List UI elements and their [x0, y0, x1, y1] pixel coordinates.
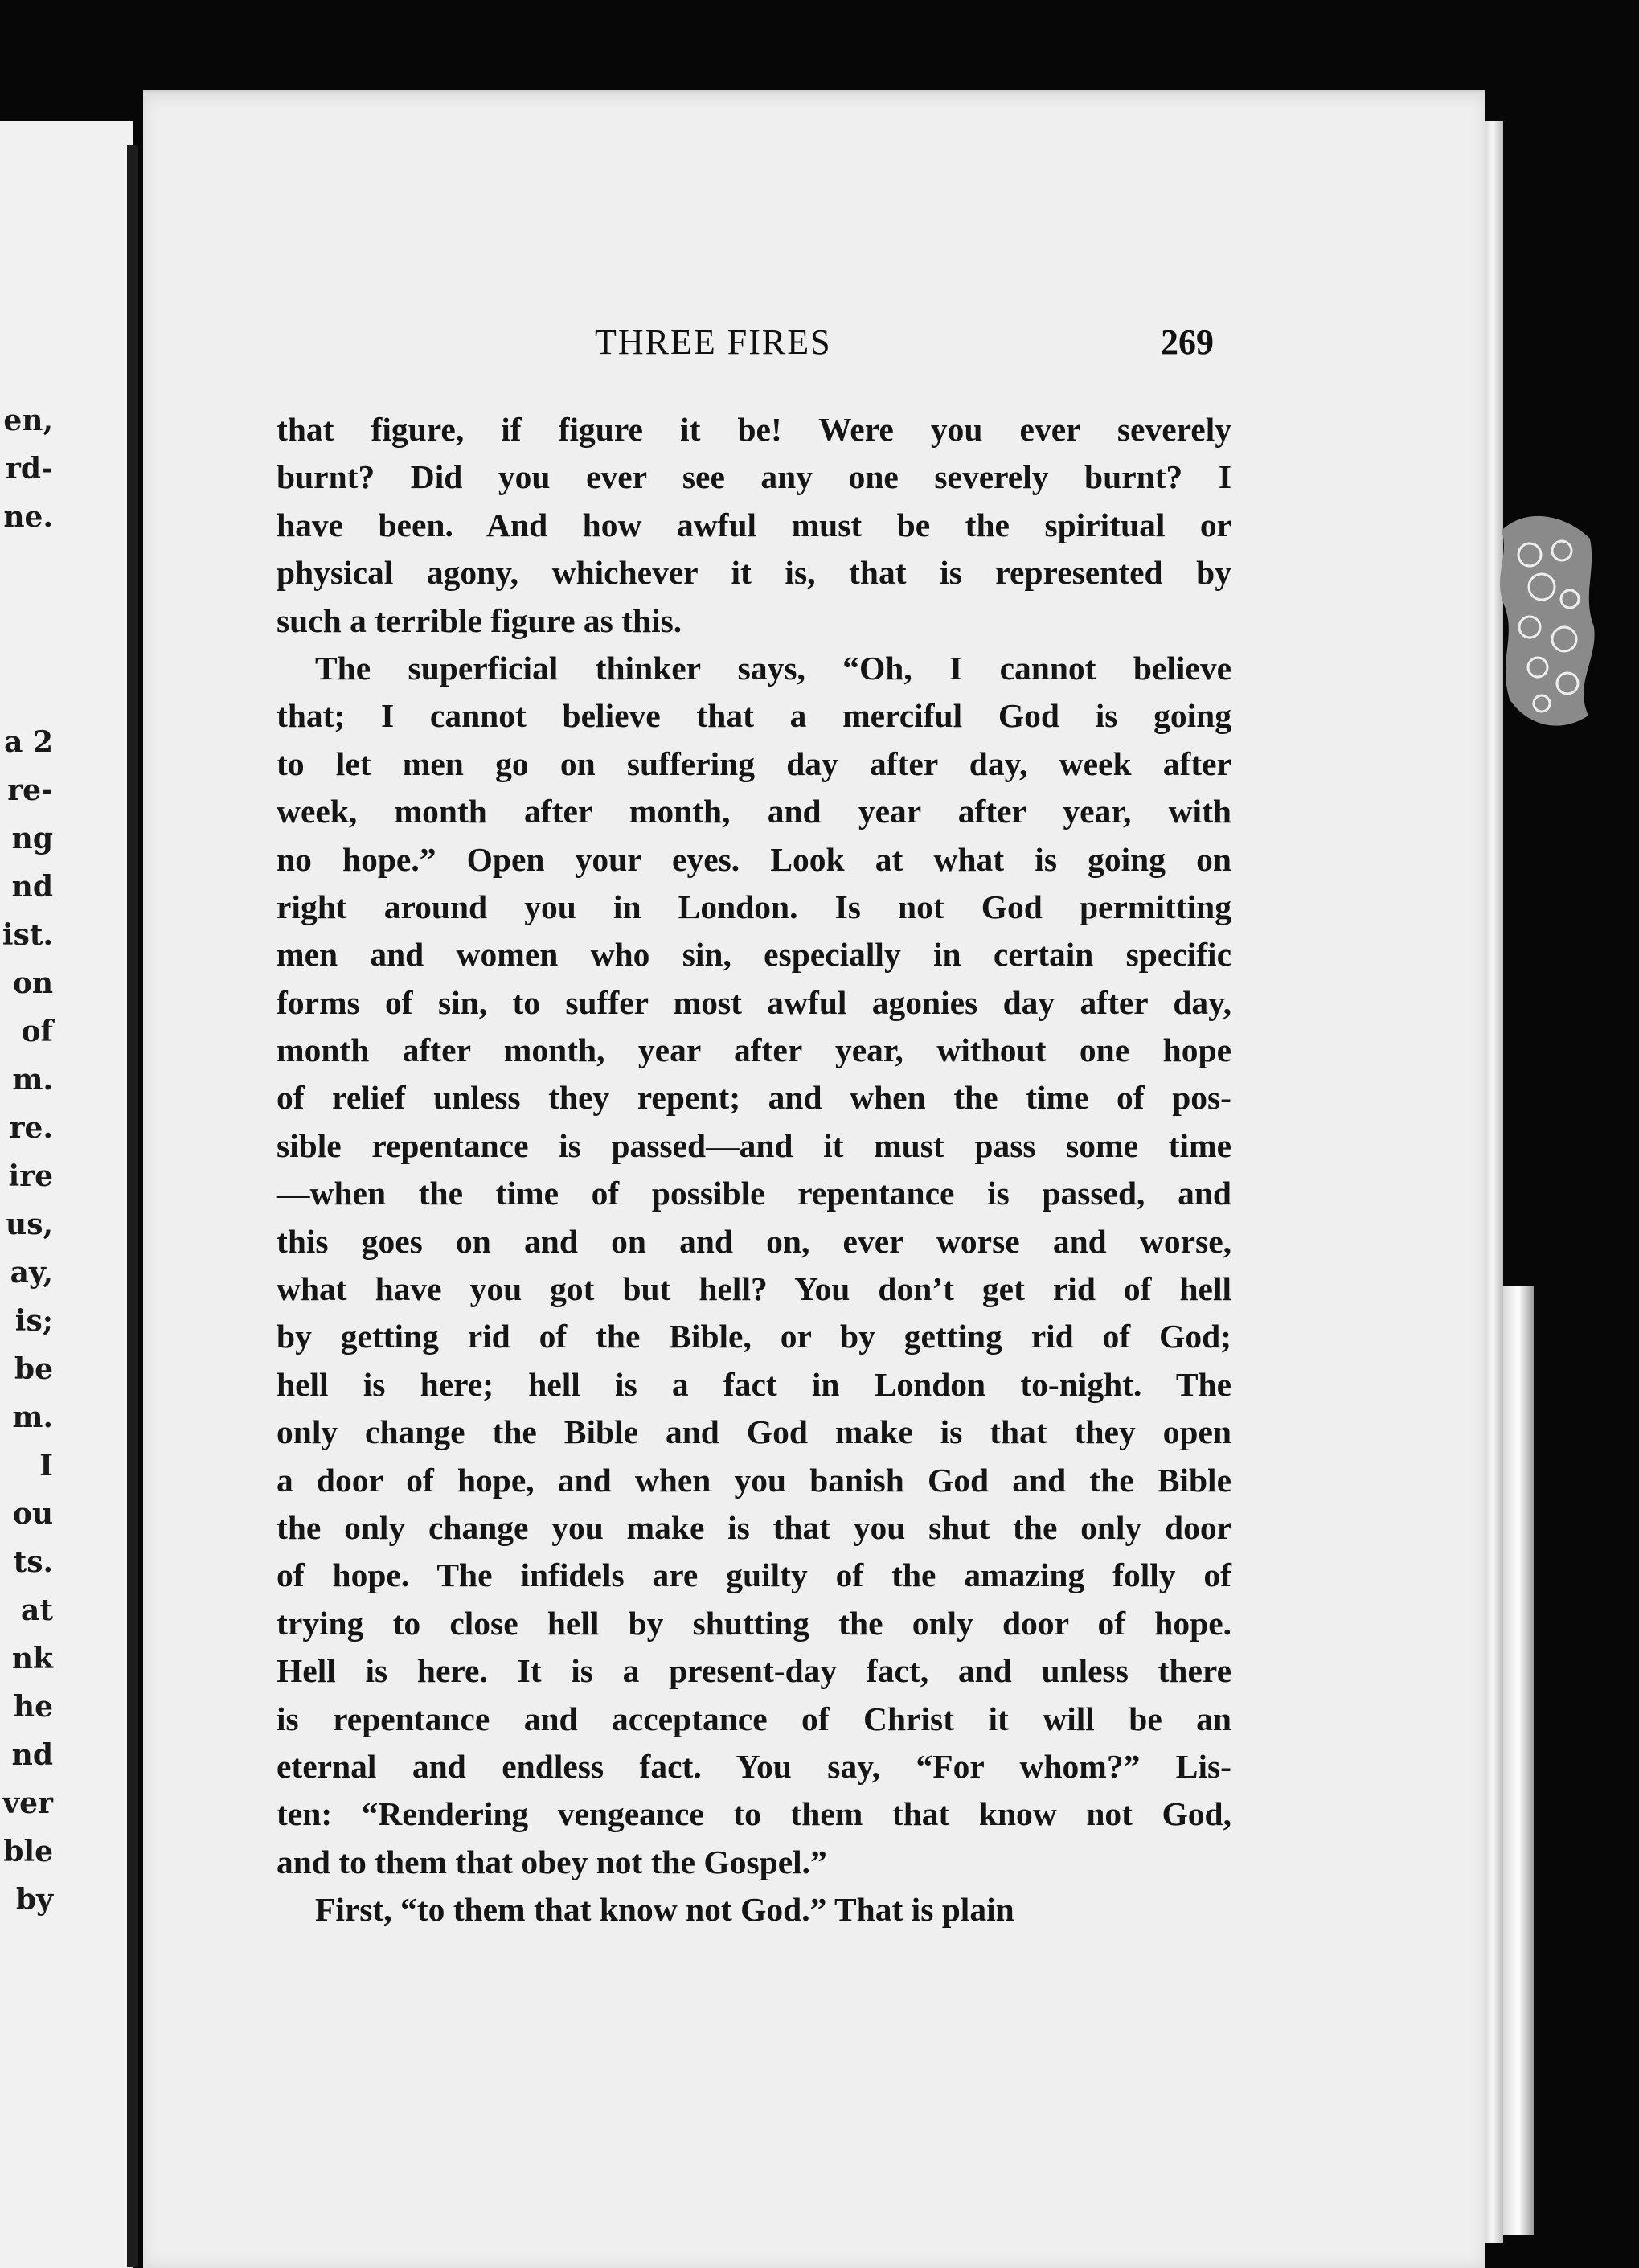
- text-line: physical agony, whichever it is, that is represented by: [277, 554, 1231, 592]
- text-line: no hope.” Open your eyes. Look at what is going on: [277, 840, 1231, 878]
- page-header: [595, 322, 1214, 365]
- facing-page-fragment: ver: [2, 1786, 53, 1820]
- facing-page-fragment: nd: [11, 1738, 53, 1772]
- text-line: month after month, year after year, without one hope: [277, 1031, 1231, 1069]
- facing-page-fragment: us,: [6, 1208, 53, 1241]
- text-line: ten: “Rendering vengeance to them that know not God,: [277, 1795, 1231, 1833]
- facing-page-fragment: I: [39, 1449, 53, 1483]
- facing-page-fragment: ng: [11, 822, 53, 855]
- facing-page-fragment: nd: [11, 870, 53, 904]
- facing-page-fragment: ts.: [13, 1545, 53, 1579]
- facing-page-fragment: rd-: [5, 452, 53, 486]
- text-line: First, “to them that know not God.” That is plain: [315, 1891, 1014, 1929]
- text-line: Hell is here. It is a present-day fact, and unless there: [277, 1652, 1231, 1690]
- facing-page-fragment: on: [12, 966, 53, 1000]
- facing-page-fragment: re.: [9, 1111, 53, 1145]
- text-line: a door of hope, and when you banish God and the Bible: [277, 1461, 1231, 1499]
- facing-page-fragment: m.: [12, 1401, 53, 1434]
- facing-page-fragment: ist.: [2, 918, 53, 952]
- page-number: 269: [1161, 322, 1214, 362]
- text-line: of relief unless they repent; and when the time of pos-: [277, 1079, 1231, 1117]
- text-line: trying to close hell by shutting the only door of hope.: [277, 1604, 1231, 1642]
- facing-page-fragment: m.: [12, 1063, 53, 1097]
- text-line: to let men go on suffering day after day, week after: [277, 744, 1231, 782]
- text-line: the only change you make is that you shut the only door: [277, 1508, 1231, 1546]
- facing-page-fragment: by: [15, 1883, 53, 1917]
- facing-page-fragment: he: [13, 1690, 53, 1724]
- text-line: this goes on and on and on, ever worse and worse,: [277, 1222, 1231, 1260]
- text-line: —when the time of possible repentance is passed, and: [277, 1175, 1231, 1212]
- text-line: week, month after month, and year after year, with: [277, 793, 1231, 831]
- page-edge-stack: [1485, 121, 1503, 2243]
- text-line: what have you got but hell? You don’t get rid of hell: [277, 1270, 1231, 1308]
- text-line: such a terrible figure as this.: [277, 601, 682, 639]
- text-line: have been. And how awful must be the spiritual or: [277, 506, 1231, 543]
- running-head: THREE FIRES: [595, 322, 832, 362]
- text-line: is repentance and acceptance of Christ it will be an: [277, 1700, 1231, 1737]
- text-line: that; I cannot believe that a merciful God is going: [277, 697, 1231, 735]
- facing-page-fragment: at: [21, 1593, 53, 1627]
- text-line: only change the Bible and God make is that they open: [277, 1413, 1231, 1451]
- text-line: by getting rid of the Bible, or by getting rid of God;: [277, 1318, 1231, 1355]
- text-line: of hope. The infidels are guilty of the amazing folly of: [277, 1556, 1231, 1594]
- text-line: hell is here; hell is a fact in London to-night. The: [277, 1365, 1231, 1403]
- facing-page-fragment: ay,: [10, 1256, 53, 1290]
- facing-page-fragment: en,: [3, 404, 53, 437]
- facing-page-left: [0, 121, 133, 2268]
- text-line: eternal and endless fact. You say, “For whom?” Lis-: [277, 1747, 1231, 1785]
- text-line: right around you in London. Is not God permitting: [277, 888, 1231, 925]
- facing-page-fragment: be: [14, 1352, 53, 1386]
- lace-fabric-edge: [1494, 498, 1598, 740]
- facing-page-fragment: ou: [12, 1497, 53, 1531]
- facing-page-fragment: ire: [8, 1159, 53, 1193]
- text-line: and to them that obey not the Gospel.”: [277, 1843, 827, 1880]
- text-line: sible repentance is passed—and it must pass some time: [277, 1126, 1231, 1164]
- facing-page-fragment: is;: [14, 1304, 53, 1338]
- facing-page-fragment: nk: [11, 1642, 53, 1675]
- facing-page-fragment: a 2: [4, 725, 53, 759]
- text-line: forms of sin, to suffer most awful agonies day after day,: [277, 983, 1231, 1021]
- text-line: that figure, if figure it be! Were you ever severely: [277, 411, 1231, 448]
- page-edge-stack-lower: [1503, 1286, 1534, 2235]
- gutter-shadow: [127, 145, 138, 2267]
- facing-page-fragment: ble: [3, 1835, 53, 1868]
- text-line: men and women who sin, especially in certain specific: [277, 936, 1231, 974]
- text-line: burnt? Did you ever see any one severely burnt? I: [277, 458, 1231, 496]
- facing-page-fragment: ne.: [3, 500, 53, 534]
- facing-page-fragment: re-: [7, 773, 53, 807]
- facing-page-fragment: of: [21, 1015, 53, 1048]
- body-text: [277, 406, 1231, 1934]
- text-line: The superficial thinker says, “Oh, I cannot believe: [315, 649, 1231, 687]
